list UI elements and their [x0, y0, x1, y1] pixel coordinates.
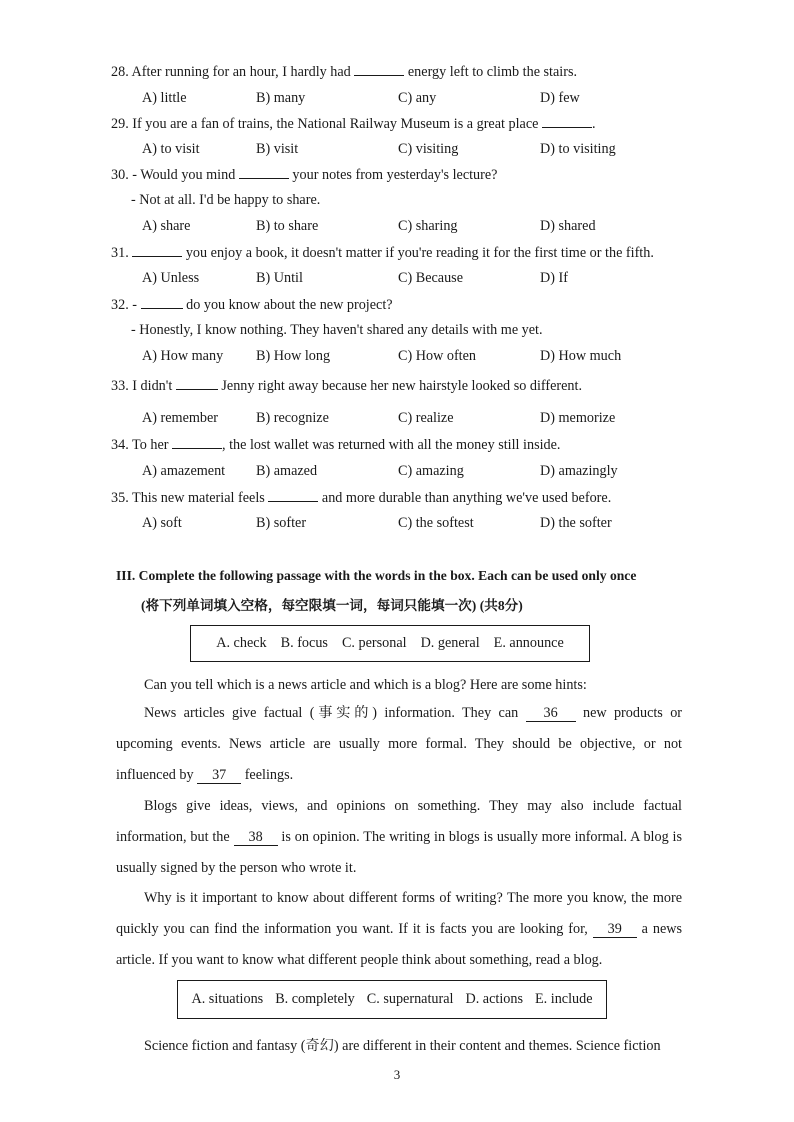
question-30: 30. - Would you mind your notes from yesterday's lecture?: [111, 167, 498, 183]
options-28: [142, 90, 702, 108]
option-d[interactable]: D) How much: [540, 348, 622, 364]
question-28: 28. After running for an hour, I hardly had energy left to climb the stairs.: [111, 64, 578, 80]
word-option: E. include: [535, 991, 593, 1007]
page-number: 3: [393, 1067, 401, 1082]
blank-39[interactable]: 39: [593, 921, 637, 938]
section-title: III. Complete the following passage with the words in the box. Each can be used only once: [116, 568, 637, 583]
option-c[interactable]: C) amazing: [398, 463, 464, 479]
section-title-cn: (将下列单词填入空格，每空限填一词，每词只能填一次) (共8分): [141, 598, 523, 613]
options-32: [142, 348, 702, 366]
passage-paragraph-4: Science fiction and fantasy (奇幻) are different in their content and themes. Science fiction: [144, 1038, 661, 1054]
option-d[interactable]: D) If: [540, 270, 568, 286]
option-b[interactable]: B) How long: [256, 348, 331, 364]
word-option: A. situations: [191, 991, 264, 1007]
option-d[interactable]: D) memorize: [540, 410, 616, 426]
option-b[interactable]: B) amazed: [256, 463, 318, 479]
option-d[interactable]: D) the softer: [540, 515, 612, 531]
word-box-2: [177, 980, 607, 1019]
word-option: D. general: [420, 635, 480, 651]
option-a[interactable]: A) share: [142, 218, 191, 234]
option-c[interactable]: C) realize: [398, 410, 454, 426]
option-d[interactable]: D) amazingly: [540, 463, 618, 479]
option-d[interactable]: D) to visiting: [540, 141, 616, 157]
question-32-reply: - Honestly, I know nothing. They haven't shared any details with me yet.: [131, 322, 543, 338]
question-31: 31. you enjoy a book, it doesn't matter if you're reading it for the first time or the fifth.: [111, 245, 654, 261]
option-a[interactable]: A) remember: [142, 410, 219, 426]
option-b[interactable]: B) softer: [256, 515, 307, 531]
option-b[interactable]: B) Until: [256, 270, 303, 286]
option-a[interactable]: A) soft: [142, 515, 182, 531]
option-c[interactable]: C) sharing: [398, 218, 458, 234]
passage-paragraph-1: News articles give factual (事实的) information. They can 36 new products or upcoming events. News article are usually more formal. They should be objective, or not influenced by 37 feelings.: [116, 705, 683, 783]
option-c[interactable]: C) How often: [398, 348, 477, 364]
options-33: [142, 410, 702, 428]
options-35: [142, 515, 702, 533]
answer-blank[interactable]: [268, 489, 318, 502]
word-option: B. completely: [275, 991, 355, 1007]
answer-blank[interactable]: [141, 296, 183, 309]
option-a[interactable]: A) Unless: [142, 270, 200, 286]
word-option: C. supernatural: [366, 991, 454, 1007]
word-option: B. focus: [280, 635, 328, 651]
word-option: E. announce: [493, 635, 564, 651]
blank-37[interactable]: 37: [197, 767, 241, 784]
option-a[interactable]: A) to visit: [142, 141, 200, 157]
passage-intro: Can you tell which is a news article and which is a blog? Here are some hints:: [144, 677, 587, 693]
option-c[interactable]: C) the softest: [398, 515, 474, 531]
question-34: 34. To her , the lost wallet was returned with all the money still inside.: [111, 437, 561, 453]
blank-36[interactable]: 36: [526, 705, 576, 722]
option-c[interactable]: C) any: [398, 90, 437, 106]
question-35: 35. This new material feels and more durable than anything we've used before.: [111, 490, 612, 506]
answer-blank[interactable]: [172, 436, 222, 449]
question-29: 29. If you are a fan of trains, the National Railway Museum is a great place .: [111, 116, 596, 132]
answer-blank[interactable]: [542, 115, 592, 128]
option-b[interactable]: B) to share: [256, 218, 319, 234]
option-a[interactable]: A) amazement: [142, 463, 226, 479]
question-32: 32. - do you know about the new project?: [111, 297, 393, 313]
option-a[interactable]: A) How many: [142, 348, 224, 364]
options-30: [142, 218, 702, 236]
option-d[interactable]: D) shared: [540, 218, 596, 234]
options-29: [142, 141, 702, 159]
answer-blank[interactable]: [354, 63, 404, 76]
word-option: A. check: [216, 635, 267, 651]
word-option: C. personal: [341, 635, 407, 651]
option-a[interactable]: A) little: [142, 90, 187, 106]
options-31: [142, 270, 702, 288]
word-box-1: [190, 625, 590, 662]
blank-38[interactable]: 38: [234, 829, 278, 846]
option-c[interactable]: C) Because: [398, 270, 464, 286]
option-c[interactable]: C) visiting: [398, 141, 459, 157]
option-d[interactable]: D) few: [540, 90, 580, 106]
answer-blank[interactable]: [132, 244, 182, 257]
passage-paragraph-2: Blogs give ideas, views, and opinions on something. They may also include factual information, but the 38 is on opinion. The writing in blogs is usually more informal. A blog is usually signed by the person who wrote it.: [116, 798, 682, 876]
option-b[interactable]: B) many: [256, 90, 306, 106]
question-30-reply: - Not at all. I'd be happy to share.: [131, 192, 321, 208]
answer-blank[interactable]: [176, 377, 218, 390]
answer-blank[interactable]: [239, 166, 289, 179]
option-b[interactable]: B) recognize: [256, 410, 329, 426]
word-option: D. actions: [465, 991, 523, 1007]
passage-paragraph-3: Why is it important to know about different forms of writing? The more you know, the more quickly you can find the information you want. If it is facts you are looking for, 39 a news article. If you want to know what different people think about something, read a blog.: [116, 890, 683, 968]
options-34: [142, 463, 702, 481]
question-33: 33. I didn't Jenny right away because her new hairstyle looked so different.: [111, 378, 582, 394]
option-b[interactable]: B) visit: [256, 141, 299, 157]
